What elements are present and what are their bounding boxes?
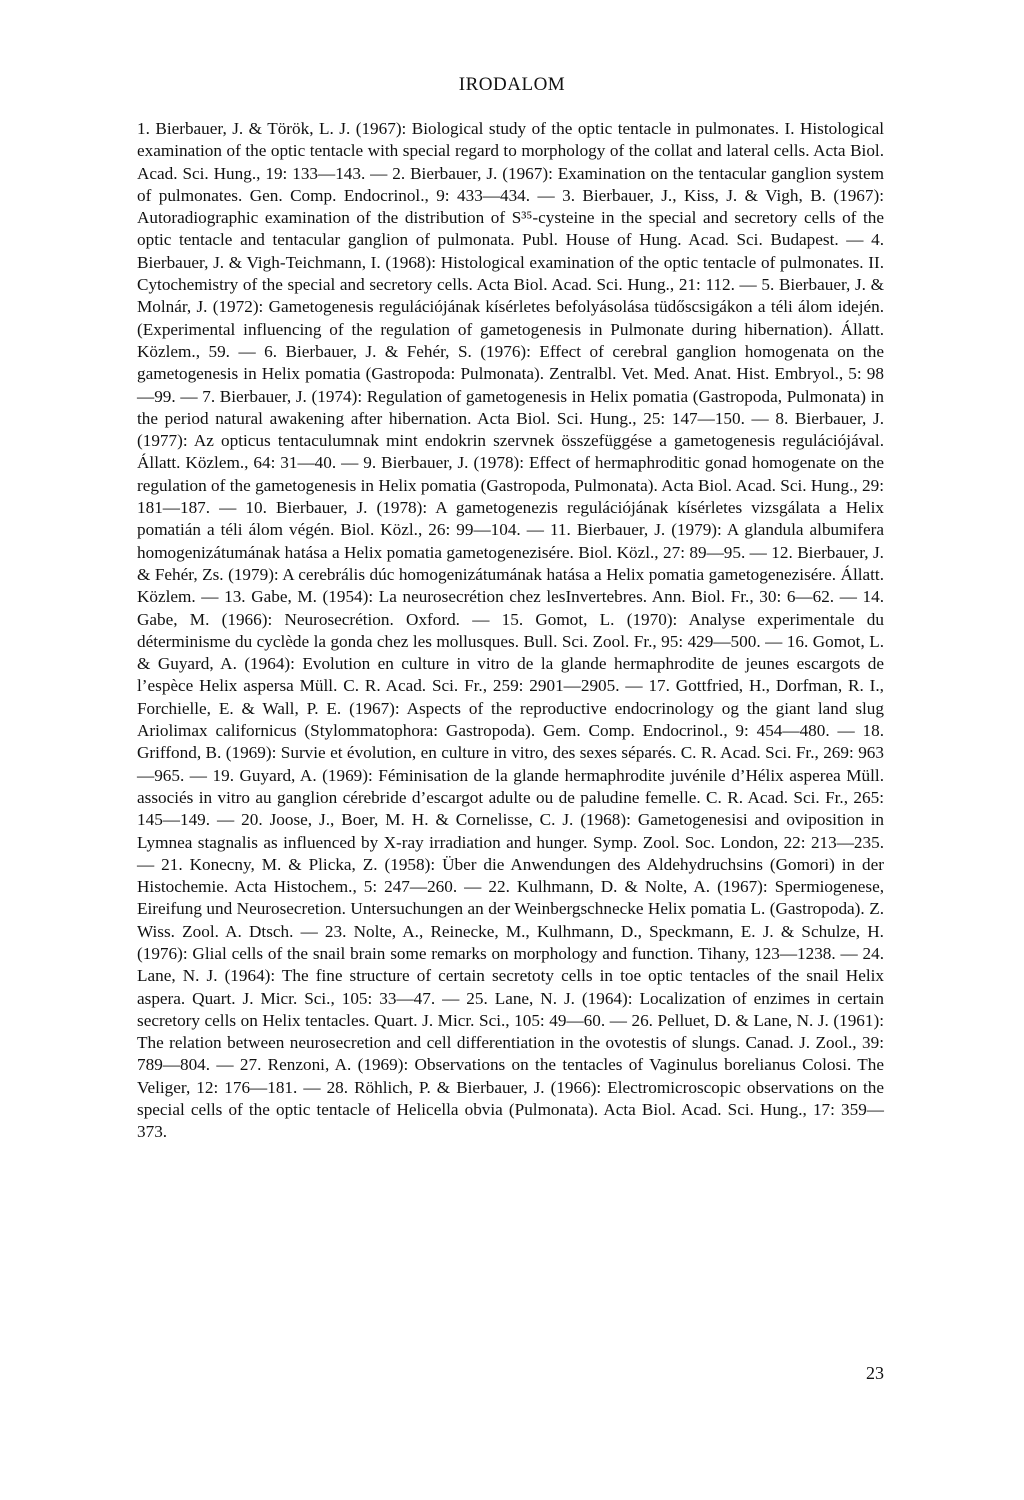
reference-item: 4. Bierbauer, J. & Vigh-Teichmann, I. (1968): Histological examination of the optic tentacle of pulmonates. II. Cytochemistry of the special and secretory cells. Acta Biol. Acad. Sci. Hung., 21: 112. — bbox=[137, 230, 884, 295]
reference-item: 22. Kulhmann, D. & Nolte, A. (1967): Spermiogenese, Eireifung und Neurosecretion. Untersuchungen an der Weinbergschnecke Helix pomatia L. (Gastropoda). Z. Wiss. Zool. A. Dtsch. — bbox=[137, 877, 884, 941]
reference-item: 10. Bierbauer, J. (1978): A gametogenezis regulációjának kísérletes vizsgálata a Helix pomatián a téli álom végén. Biol. Közl., 26: 99—104. — bbox=[137, 498, 884, 540]
reference-item: 14. Gabe, M. (1966): Neurosecrétion. Oxford. — bbox=[137, 587, 884, 629]
reference-item: 19. Guyard, A. (1969): Féminisation de la glande hermaphrodite juvénile d’Hélix asperea Müll. associés in vitro au ganglion cérebride d’escargot adulte ou de paludine femelle. C. R. Acad. Sci. Fr., 265: 145—149. — bbox=[137, 765, 884, 830]
reference-item: 1. Bierbauer, J. & Török, L. J. (1967): Biological study of the optic tentacle in pulmonates. I. Histological examination of the optic tentacle with special regard to morphology of the collat and lateral cells. Acta Biol. Acad. Sci. Hung., 19: 133—143. — bbox=[137, 119, 884, 183]
reference-item: 3. Bierbauer, J., Kiss, J. & Vigh, B. (1967): Autoradiographic examination of the distribution of S³⁵-cysteine in the special and secretory cells of the optic tentacle and tentacular ganglion of pulmonata. Publ. House of Hung. Acad. Sci. Budapest. — bbox=[137, 185, 884, 250]
reference-item: 27. Renzoni, A. (1969): Observations on the tentacles of Vaginulus borelianus Colosi. The Veliger, 12: 176—181. — bbox=[137, 1055, 885, 1097]
reference-item: 16. Gomot, L. & Guyard, A. (1964): Evolution en culture in vitro de la glande hermaphrodite de jeunes escargots de l’espèce Helix aspersa Müll. C. R. Acad. Sci. Fr., 259: 2901—2905. — bbox=[137, 631, 884, 696]
reference-item: 23. Nolte, A., Reinecke, M., Kulhmann, D., Speckmann, E. J. & Schulze, H. (1976): Glial cells of the snail brain some remarks on morphology and function. Tihany, 123—1238. — bbox=[137, 921, 884, 963]
reference-item: 6. Bierbauer, J. & Fehér, S. (1976): Effect of cerebral ganglion homogenata on the gametogenesis in Helix pomatia (Gastropoda: Pulmonata). Zentralbl. Vet. Med. Anat. Hist. Embryol., 5: 98—99. — bbox=[137, 341, 884, 406]
reference-item: 2. Bierbauer, J. (1967): Examination on the tentacular ganglion system of pulmonates. Gen. Comp. Endocrinol., 9: 433—434. — bbox=[137, 163, 884, 205]
reference-item: 13. Gabe, M. (1954): La neurosecrétion chez lesInvertebres. Ann. Biol. Fr., 30: 6—62. — bbox=[224, 587, 863, 607]
reference-item: 5. Bierbauer, J. & Molnár, J. (1972): Gametogenesis regulációjának kísérletes befolyásolása tüdőscsigákon a téli álom idején. (Experimental influencing of the regulation of gametogenesis in Pulmonate during hibernation). Állatt. Közlem., 59. — bbox=[137, 275, 884, 361]
reference-item: 12. Bierbauer, J. & Fehér, Zs. (1979): A cerebrális dúc homogenizátumának hatása a Helix pomatia gametogenezisére. Állatt. Közlem. — bbox=[137, 542, 884, 607]
reference-item: 25. Lane, N. J. (1964): Localization of enzimes in certain secretory cells on Helix tentacles. Quart. J. Micr. Sci., 105: 49—60. — bbox=[137, 988, 884, 1030]
reference-item: 26. Pelluet, D. & Lane, N. J. (1961): The relation between neurosecretion and cell differentiation in the ovotestis of slungs. Canad. J. Zool., 39: 789—804. — bbox=[137, 1010, 884, 1075]
reference-item: 8. Bierbauer, J. (1977): Az opticus tentaculumnak mint endokrin szervnek összefüggése a gametogenesis regulációjával. Állatt. Közlem., 64: 31—40. — bbox=[137, 408, 884, 473]
page-number: 23 bbox=[866, 1363, 884, 1383]
section-heading: IRODALOM bbox=[458, 74, 566, 95]
reference-item: 11. Bierbauer, J. (1979): A glandula albumifera homogenizátumának hatása a Helix pomatia gametogenezisére. Biol. Közl., 27: 89—95. — bbox=[137, 520, 884, 562]
reference-item: 17. Gottfried, H., Dorfman, R. I., Forchielle, E. & Wall, P. E. (1967): Aspects of the reproductive endocrinology og the giant land slug Ariolimax californicus (Stylommatophora: Gastropoda). Gem. Comp. Endocrinol., 9: 454—480. — bbox=[137, 676, 884, 741]
reference-item: 21. Konecny, M. & Plicka, Z. (1958): Über die Anwendungen des Aldehydruchsins (Gomori) in der Histochemie. Acta Histochem., 5: 247—260. — bbox=[137, 854, 885, 897]
reference-item: 18. Griffond, B. (1969): Survie et évolution, en culture in vitro, des sexes séparés. C. R. Acad. Sci. Fr., 269: 963—965. — bbox=[137, 721, 884, 785]
reference-item: 20. Joose, J., Boer, M. H. & Cornelisse, C. J. (1968): Gametogenesisi and oviposition in Lymnea stagnalis as influenced by X-ray irradiation and hunger. Symp. Zool. Soc. London, 22: 213—235. — bbox=[137, 810, 885, 874]
reference-item: 28. Röhlich, P. & Bierbauer, J. (1966): Electromicroscopic observations on the special cells of the optic tentacle of Helicella obvia (Pulmonata). Acta Biol. Acad. Sci. Hung., 17: 359—373. bbox=[137, 1077, 885, 1142]
reference-item: 7. Bierbauer, J. (1974): Regulation of gametogenesis in Helix pomatia (Gastropoda, Pulmonata) in the period natural awakening after hibernation. Acta Biol. Sci. Hung., 25: 147—150. — bbox=[137, 386, 884, 428]
reference-item: 24. Lane, N. J. (1964): The fine structure of certain secretoty cells in toe optic tentacles of the snail Helix aspera. Quart. J. Micr. Sci., 105: 33—47. — bbox=[137, 943, 884, 1008]
reference-item: 9. Bierbauer, J. (1978): Effect of hermaphroditic gonad homogenate on the regulation of the gametogenesis in Helix pomatia (Gastropoda, Pulmonata). Acta Biol. Acad. Sci. Hung., 29: 181—187. — bbox=[137, 453, 884, 518]
reference-item: 15. Gomot, L. (1970): Analyse experimentale du déterminisme du cyclède la gonda chez les mollusques. Bull. Sci. Zool. Fr., 95: 429—500. — bbox=[137, 609, 884, 651]
reference-list bbox=[137, 118, 884, 1144]
